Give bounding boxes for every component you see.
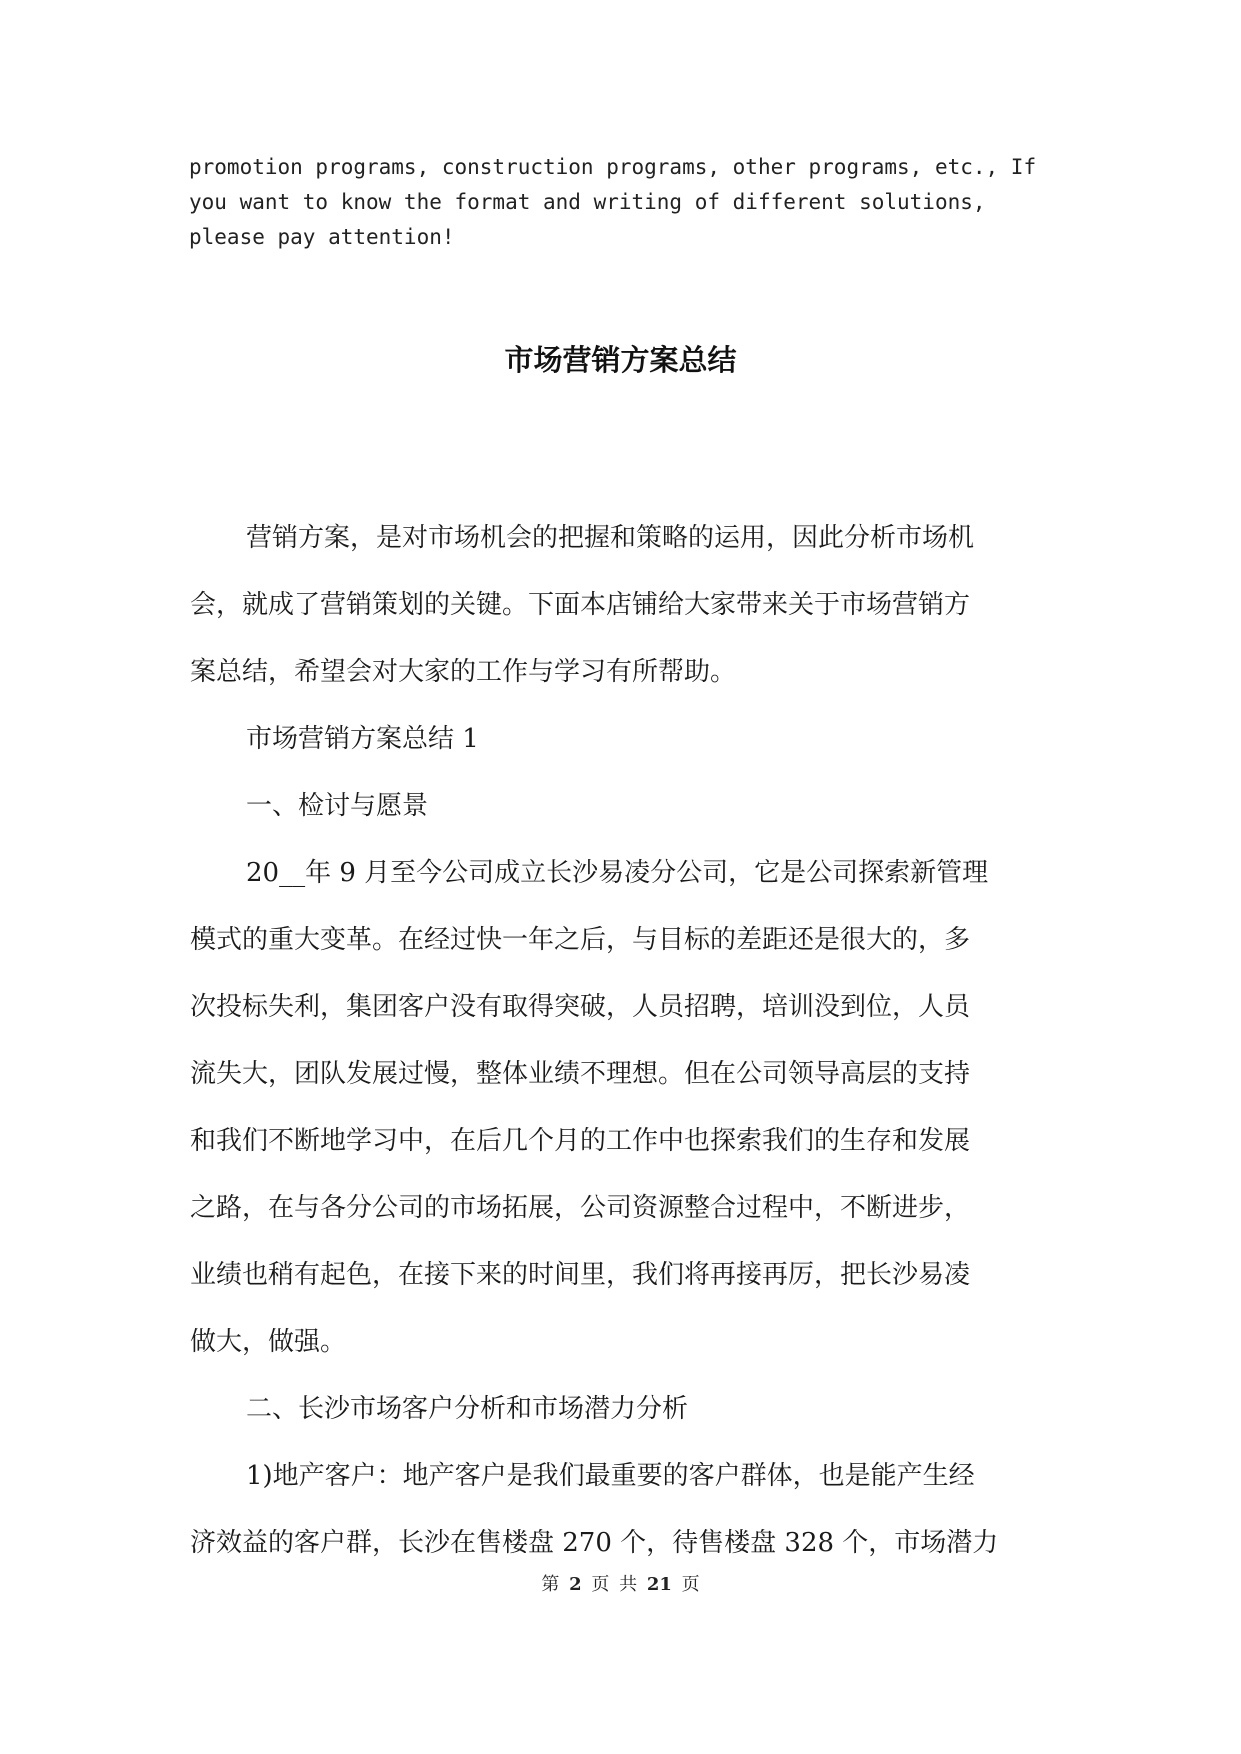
paragraph-line: 会，就成了营销策划的关键。下面本店铺给大家带来关于市场营销方 — [190, 590, 971, 620]
section-heading: 二、长沙市场客户分析和市场潜力分析 — [246, 1394, 689, 1424]
intro-line: you want to know the format and writing of different solutions, — [189, 190, 986, 214]
paragraph-line: 做大，做强。 — [190, 1327, 347, 1357]
paragraph-line: 流失大，团队发展过慢，整体业绩不理想。但在公司领导高层的支持 — [190, 1059, 971, 1089]
paragraph-line: 1)地产客户：地产客户是我们最重要的客户群体，也是能产生经 — [246, 1461, 975, 1491]
paragraph-line: 模式的重大变革。在经过快一年之后，与目标的差距还是很大的，多 — [190, 925, 971, 955]
paragraph-line: 和我们不断地学习中，在后几个月的工作中也探索我们的生存和发展 — [190, 1126, 971, 1156]
intro-line: please pay attention! — [189, 225, 455, 249]
paragraph-line: 济效益的客户群，长沙在售楼盘 270 个，待售楼盘 328 个，市场潜力 — [190, 1528, 999, 1558]
paragraph-line: 营销方案，是对市场机会的把握和策略的运用，因此分析市场机 — [246, 523, 975, 553]
footer-current-page: 2 — [569, 1574, 582, 1595]
intro-line: promotion programs, construction programs, other programs, etc., If — [189, 155, 1037, 179]
footer-middle: 页 共 — [591, 1574, 638, 1595]
page-footer — [0, 1572, 1241, 1598]
paragraph-line: 次投标失利，集团客户没有取得突破，人员招聘，培训没到位，人员 — [190, 992, 971, 1022]
paragraph-line: 业绩也稍有起色，在接下来的时间里，我们将再接再厉，把长沙易凌 — [190, 1260, 971, 1290]
intro-english-text — [189, 150, 1069, 255]
paragraph-line: 20__年 9 月至今公司成立长沙易凌分公司，它是公司探索新管理 — [246, 858, 989, 888]
footer-prefix: 第 — [541, 1574, 560, 1595]
section-heading: 市场营销方案总结 1 — [246, 724, 479, 754]
paragraph-line: 案总结，希望会对大家的工作与学习有所帮助。 — [190, 657, 737, 687]
document-body — [190, 505, 1060, 1577]
footer-suffix: 页 — [681, 1574, 700, 1595]
section-heading: 一、检讨与愿景 — [246, 791, 429, 821]
document-title: 市场营销方案总结 — [504, 343, 737, 377]
footer-total-pages: 21 — [646, 1574, 672, 1595]
paragraph-line: 之路，在与各分公司的市场拓展，公司资源整合过程中，不断进步， — [190, 1193, 971, 1223]
